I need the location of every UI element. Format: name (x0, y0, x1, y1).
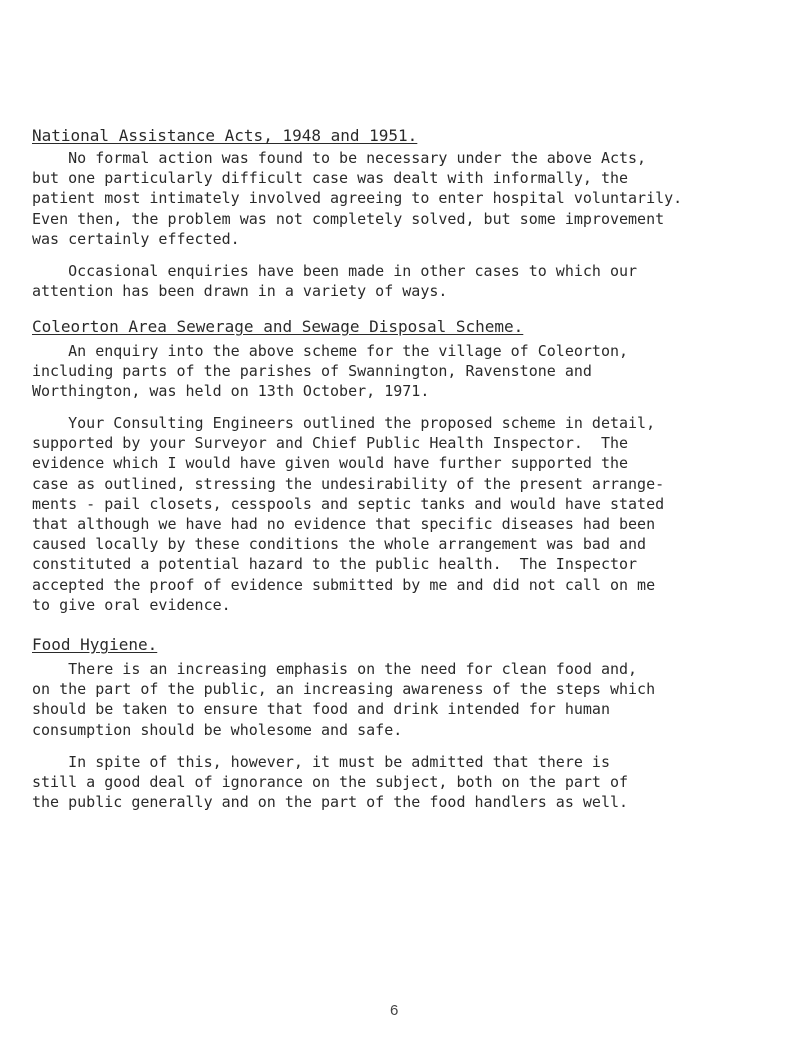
paragraph-national-assistance-2 (32, 261, 780, 301)
text-line: that although we have had no evidence that specific diseases had been (32, 514, 656, 533)
section-heading-coleorton: Coleorton Area Sewerage and Sewage Disposal Scheme. (32, 317, 524, 336)
text-line: There is an increasing emphasis on the need for clean food and, (32, 660, 638, 678)
text-line: Even then, the problem was not completely solved, but some improvement (32, 209, 665, 228)
text-line: but one particularly difficult case was dealt with informally, the (32, 169, 629, 188)
text-line: No formal action was found to be necessary under the above Acts, (32, 149, 647, 167)
text-line: ments - pail closets, cesspools and septic tanks and would have stated (32, 494, 665, 513)
text-line: case as outlined, stressing the undesirability of the present arrange- (32, 474, 665, 493)
text-line: still a good deal of ignorance on the subject, both on the part of (32, 773, 629, 792)
text-line: patient most intimately involved agreeing to enter hospital voluntarily. (32, 189, 683, 208)
text-line: to give oral evidence. (32, 595, 231, 614)
text-line: constituted a potential hazard to the public health. The Inspector (32, 555, 638, 574)
text-line: Your Consulting Engineers outlined the proposed scheme in detail, (32, 414, 656, 432)
paragraph-food-hygiene-1 (32, 659, 780, 740)
paragraph-coleorton-2 (32, 413, 780, 615)
paragraph-coleorton-1 (32, 341, 780, 402)
text-line: the public generally and on the part of the food handlers as well. (32, 793, 629, 812)
text-line: evidence which I would have given would have further supported the (32, 454, 629, 473)
text-line: consumption should be wholesome and safe. (32, 720, 403, 739)
text-line: attention has been drawn in a variety of ways. (32, 282, 448, 301)
text-line: was certainly effected. (32, 229, 240, 248)
text-line: Worthington, was held on 13th October, 1971. (32, 382, 430, 401)
text-line: supported by your Surveyor and Chief Public Health Inspector. The (32, 434, 629, 453)
text-line: In spite of this, however, it must be admitted that there is (32, 753, 610, 771)
text-line: caused locally by these conditions the whole arrangement was bad and (32, 535, 647, 554)
text-line: accepted the proof of evidence submitted by me and did not call on me (32, 575, 656, 594)
section-heading-food-hygiene: Food Hygiene. (32, 635, 158, 654)
paragraph-national-assistance-1 (32, 148, 780, 249)
paragraph-food-hygiene-2 (32, 752, 780, 813)
text-line: An enquiry into the above scheme for the village of Coleorton, (32, 342, 629, 360)
section-heading-national-assistance: National Assistance Acts, 1948 and 1951. (32, 126, 418, 145)
text-line: including parts of the parishes of Swannington, Ravenstone and (32, 362, 592, 381)
page-number: 6 (390, 1002, 399, 1019)
text-line: on the part of the public, an increasing awareness of the steps which (32, 680, 656, 699)
text-line: Occasional enquiries have been made in other cases to which our (32, 262, 638, 280)
text-line: should be taken to ensure that food and drink intended for human (32, 700, 610, 719)
